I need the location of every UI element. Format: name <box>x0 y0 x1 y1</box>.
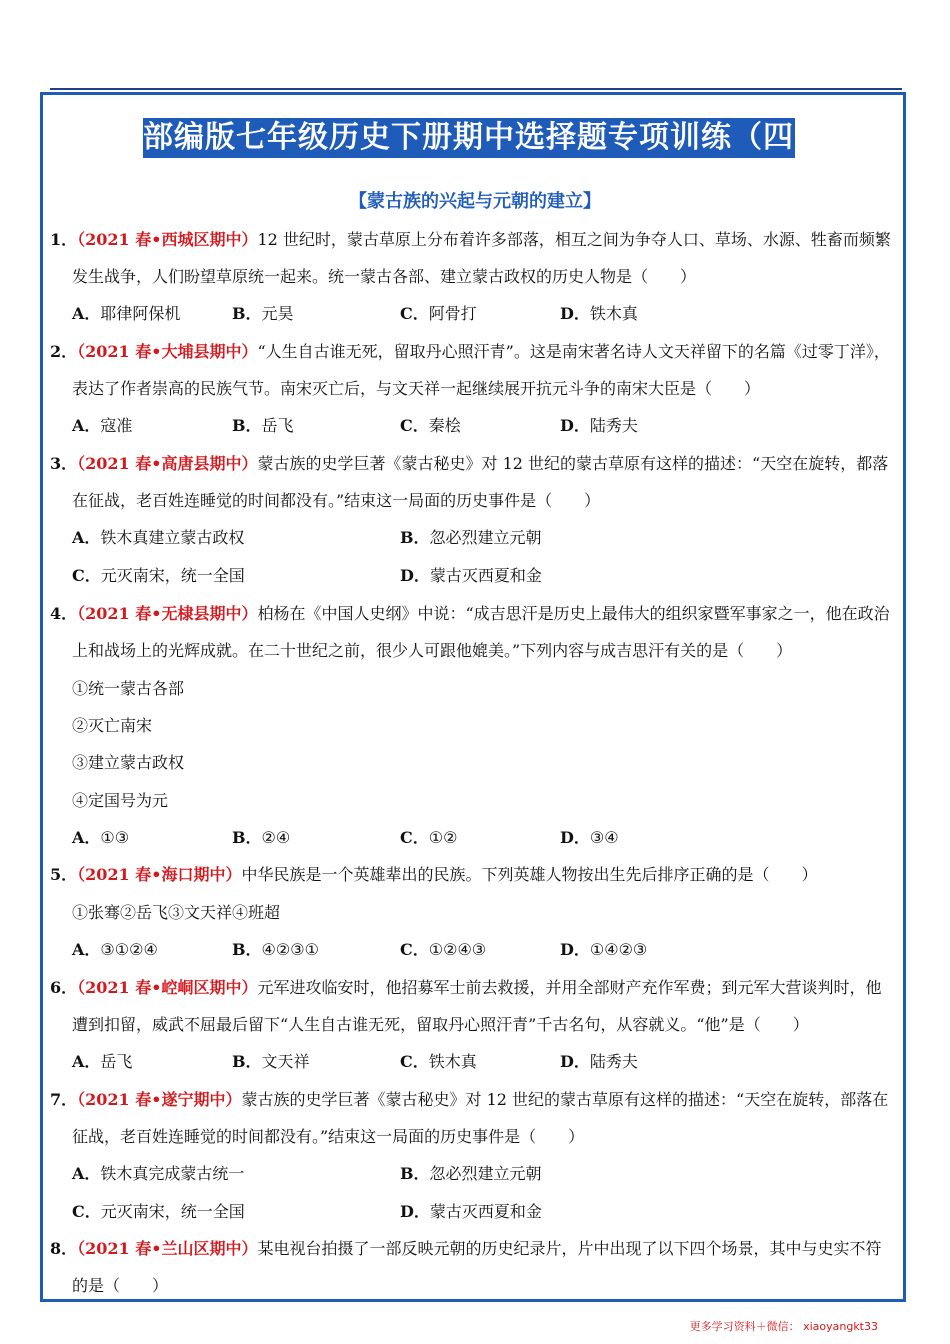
question-number: 4． <box>50 604 78 623</box>
q1-option-c[interactable]: C．阿骨打 <box>400 304 477 323</box>
question-number: 7． <box>50 1090 78 1109</box>
question-source-tag: （2021 春•西城区期中） <box>77 230 258 249</box>
q7-option-d[interactable]: D．蒙古灭西夏和金 <box>400 1202 542 1221</box>
question-number: 2． <box>50 342 78 361</box>
q4-item-1: ①统一蒙古各部 <box>72 679 185 698</box>
question-text: 中华民族是一个英雄辈出的民族。下列英雄人物按出生先后排序正确的是（ ） <box>241 865 818 884</box>
question-3 <box>50 452 902 476</box>
q7-option-c[interactable]: C．元灭南宋，统一全国 <box>72 1202 245 1221</box>
q3-option-d[interactable]: D．蒙古灭西夏和金 <box>400 566 542 585</box>
question-number: 6． <box>50 978 78 997</box>
question-5 <box>50 863 902 887</box>
q6-option-c[interactable]: C．铁木真 <box>400 1052 477 1071</box>
question-source-tag: （2021 春•兰山区期中） <box>77 1239 258 1258</box>
question-1 <box>50 228 902 252</box>
question-4 <box>50 602 902 626</box>
question-text: “人生自古谁无死，留取丹心照汗青”。这是南宋著名诗人文天祥留下的名篇《过零丁洋》， <box>257 342 890 361</box>
question-source-tag: （2021 春•崆峒区期中） <box>77 978 258 997</box>
question-4-line2: 上和战场上的光辉成就。在二十世纪之前，很少人可跟他媲美。”下列内容与成吉思汗有关的是（ ） <box>72 641 793 660</box>
q2-option-b[interactable]: B．岳飞 <box>232 416 294 435</box>
q5-item-1: ①张骞②岳飞③文天祥④班超 <box>72 903 281 922</box>
q4-item-4: ④定国号为元 <box>72 791 169 810</box>
question-number: 5． <box>50 865 78 884</box>
q2-option-d[interactable]: D．陆秀夫 <box>560 416 638 435</box>
question-3-line2: 在征战，老百姓连睡觉的时间都没有。”结束这一局面的历史事件是（ ） <box>72 491 601 510</box>
q4-option-b[interactable]: B．②④ <box>232 828 291 847</box>
question-6 <box>50 976 902 1000</box>
q6-option-d[interactable]: D．陆秀夫 <box>560 1052 638 1071</box>
q4-option-a[interactable]: A．①③ <box>72 828 130 847</box>
page-title: 部编版七年级历史下册期中选择题专项训练（四） <box>143 118 795 158</box>
q5-option-d[interactable]: D．①④②③ <box>560 940 648 959</box>
top-rule <box>50 88 902 90</box>
question-number: 1． <box>50 230 78 249</box>
question-7 <box>50 1088 902 1112</box>
q2-option-c[interactable]: C．秦桧 <box>400 416 461 435</box>
question-text: 元军进攻临安时，他招募军士前去救援，并用全部财产充作军费；到元军大营谈判时，他 <box>257 978 882 997</box>
q4-item-3: ③建立蒙古政权 <box>72 753 185 772</box>
question-8 <box>50 1237 902 1261</box>
question-7-line2: 征战，老百姓连睡觉的时间都没有。”结束这一局面的历史事件是（ ） <box>72 1127 585 1146</box>
q7-option-b[interactable]: B．忽必烈建立元朝 <box>400 1164 542 1183</box>
question-2-line2: 表达了作者崇高的民族气节。南宋灭亡后，与文天祥一起继续展开抗元斗争的南宋大臣是（ ） <box>72 379 761 398</box>
q2-option-a[interactable]: A．寇准 <box>72 416 133 435</box>
footer-note: 更多学习资料＋微信： xiaoyangkt33 <box>689 1320 878 1333</box>
question-number: 3． <box>50 454 78 473</box>
q3-option-b[interactable]: B．忽必烈建立元朝 <box>400 528 542 547</box>
question-text: 蒙古族的史学巨著《蒙古秘史》对 12 世纪的蒙古草原有这样的描述：“天空在旋转，部落在 <box>241 1090 889 1109</box>
q3-option-a[interactable]: A．铁木真建立蒙古政权 <box>72 528 245 547</box>
question-source-tag: （2021 春•遂宁期中） <box>77 1090 242 1109</box>
q5-option-c[interactable]: C．①②④③ <box>400 940 487 959</box>
q4-item-2: ②灭亡南宋 <box>72 716 153 735</box>
q1-option-a[interactable]: A．耶律阿保机 <box>72 304 181 323</box>
q6-option-b[interactable]: B．文天祥 <box>232 1052 310 1071</box>
q4-option-c[interactable]: C．①② <box>400 828 458 847</box>
question-1-line2: 发生战争，人们盼望草原统一起来。统一蒙古各部、建立蒙古政权的历史人物是（ ） <box>72 267 697 286</box>
section-title: 【蒙古族的兴起与元朝的建立】 <box>349 191 601 212</box>
question-number: 8． <box>50 1239 78 1258</box>
question-6-line2: 遭到扣留，威武不屈最后留下“人生自古谁无死，留取丹心照汗青”千古名句，从容就义。“他”是（ ） <box>72 1015 809 1034</box>
question-text: 12 世纪时，蒙古草原上分布着许多部落，相互之间为争夺人口、草场、水源、牲畜而频繁 <box>257 230 891 249</box>
question-2 <box>50 340 902 364</box>
question-text: 蒙古族的史学巨著《蒙古秘史》对 12 世纪的蒙古草原有这样的描述：“天空在旋转，都落 <box>257 454 889 473</box>
q1-option-d[interactable]: D．铁木真 <box>560 304 638 323</box>
question-source-tag: （2021 春•无棣县期中） <box>77 604 258 623</box>
q5-option-b[interactable]: B．④②③① <box>232 940 319 959</box>
question-source-tag: （2021 春•海口期中） <box>77 865 242 884</box>
q4-option-d[interactable]: D．③④ <box>560 828 619 847</box>
q6-option-a[interactable]: A．岳飞 <box>72 1052 133 1071</box>
q1-option-b[interactable]: B．元昊 <box>232 304 294 323</box>
question-text: 柏杨在《中国人史纲》中说：“成吉思汗是历史上最伟大的组织家暨军事家之一，他在政治 <box>257 604 890 623</box>
question-source-tag: （2021 春•大埔县期中） <box>77 342 258 361</box>
question-text: 某电视台拍摄了一部反映元朝的历史纪录片，片中出现了以下四个场景，其中与史实不符 <box>257 1239 882 1258</box>
q5-option-a[interactable]: A．③①②④ <box>72 940 158 959</box>
q3-option-c[interactable]: C．元灭南宋，统一全国 <box>72 566 245 585</box>
question-source-tag: （2021 春•高唐县期中） <box>77 454 258 473</box>
q7-option-a[interactable]: A．铁木真完成蒙古统一 <box>72 1164 245 1183</box>
question-8-line2: 的是（ ） <box>72 1276 169 1295</box>
